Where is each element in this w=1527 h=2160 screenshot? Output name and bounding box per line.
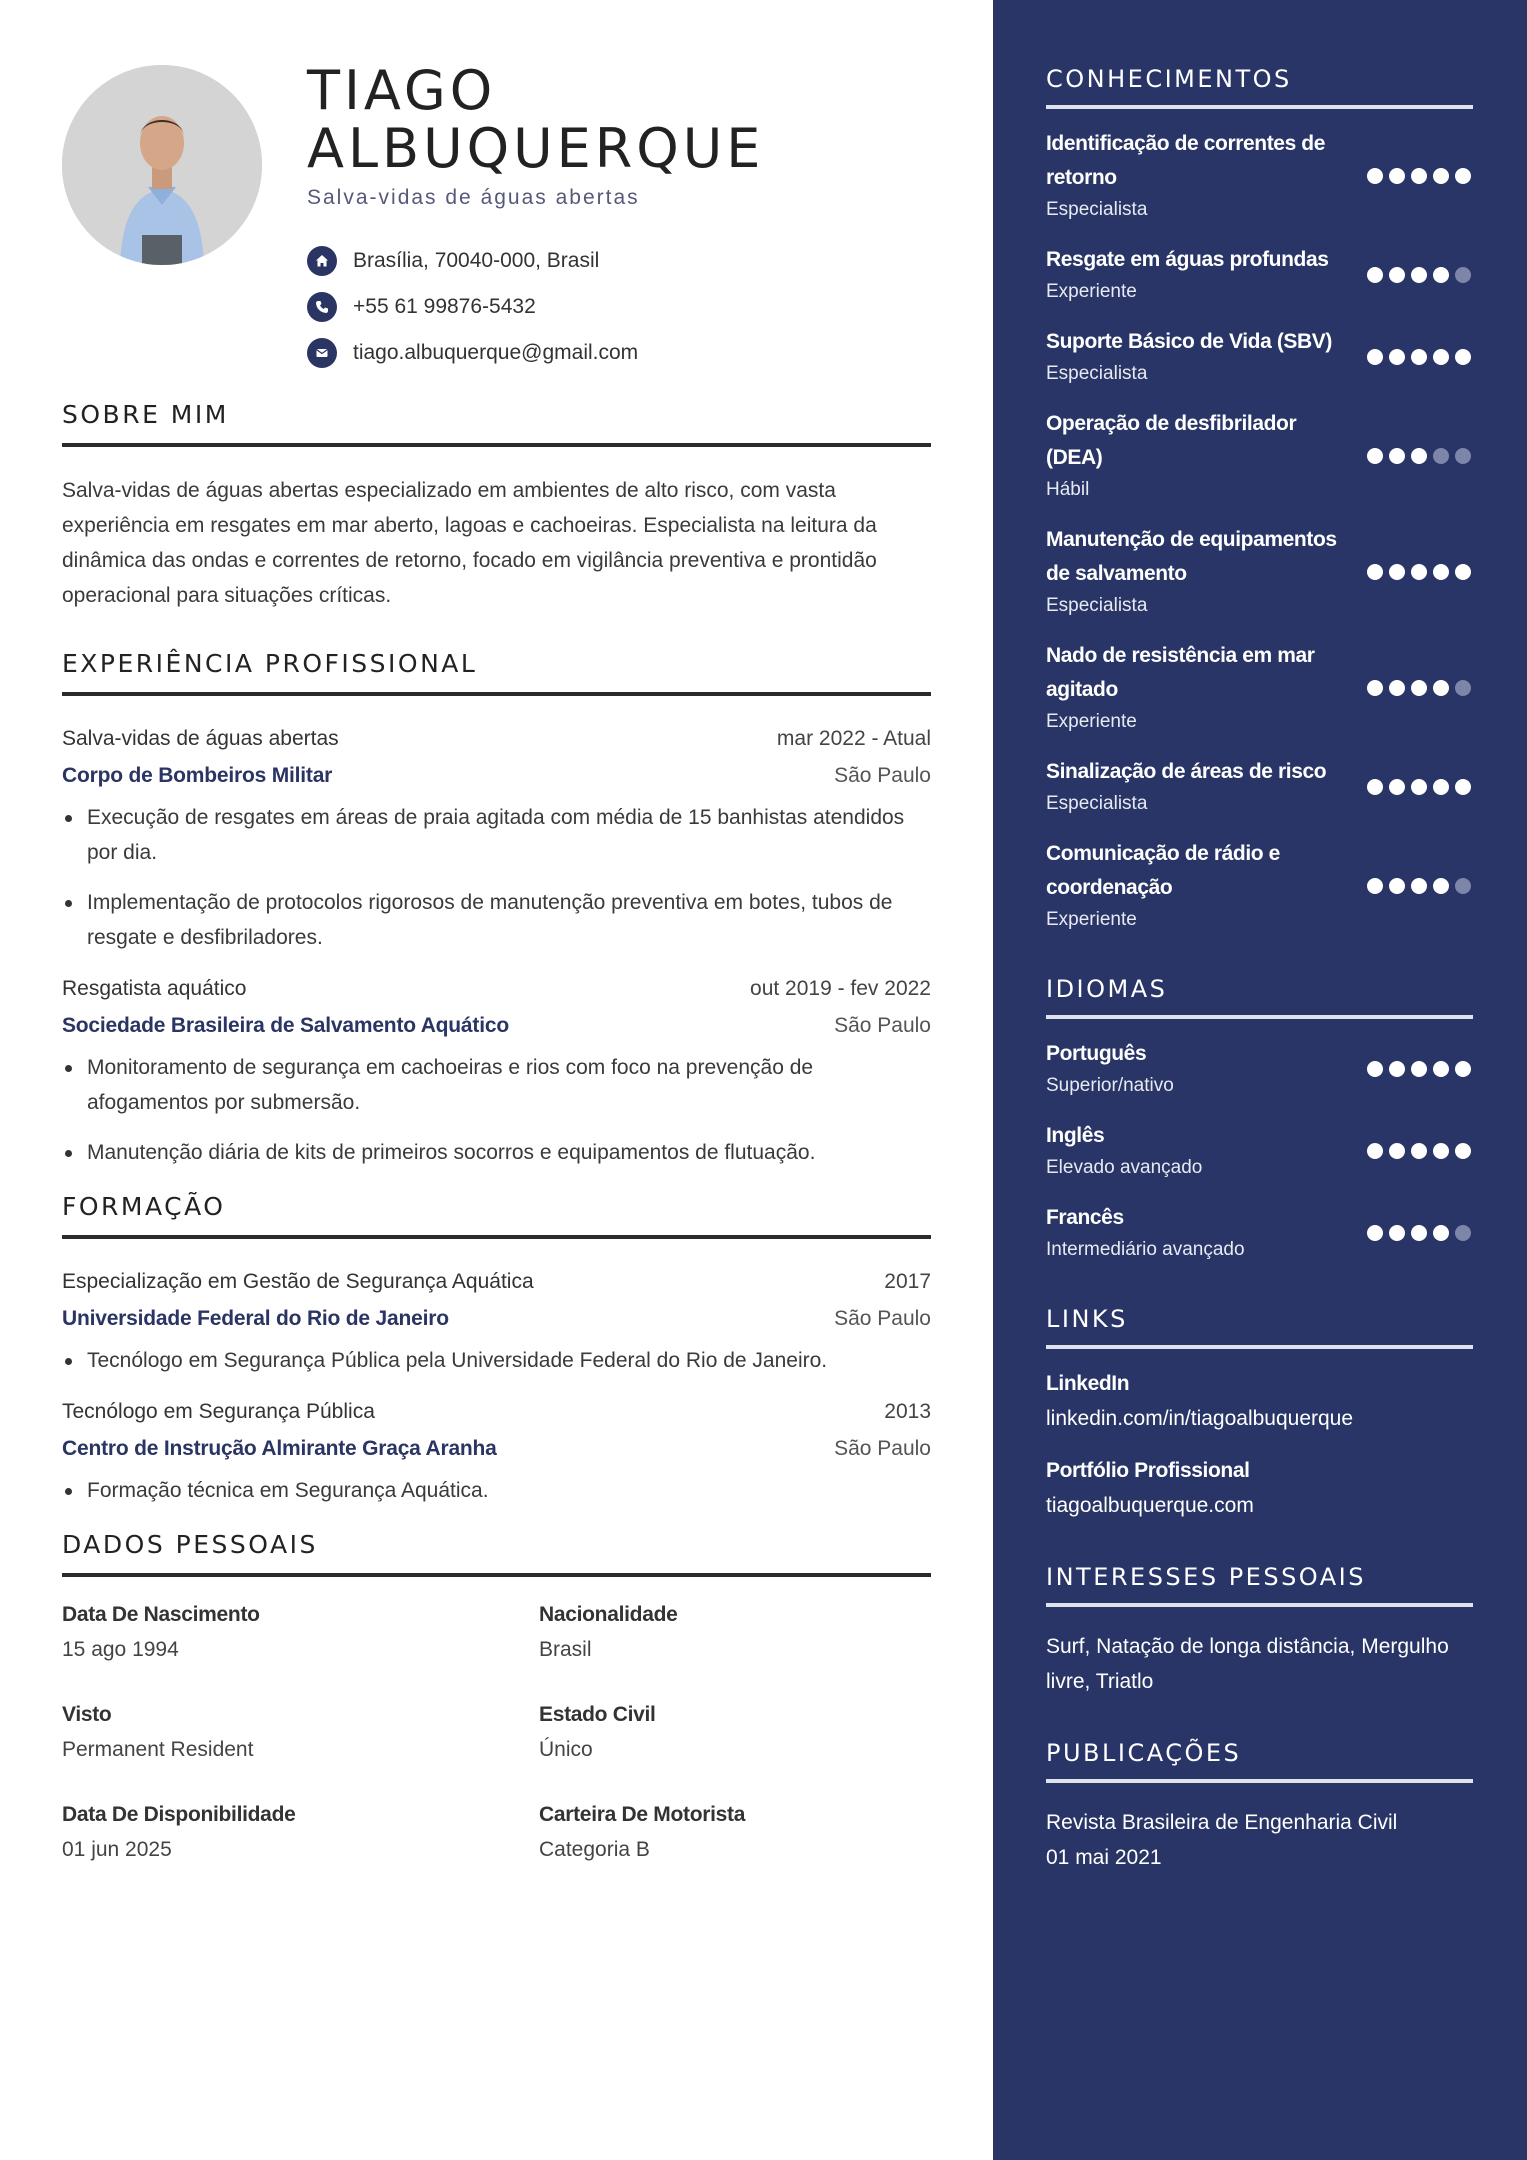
- skill-level: Experiente: [1046, 281, 1137, 302]
- rating-dot: [1389, 267, 1405, 283]
- link-label: LinkedIn: [1046, 1372, 1130, 1395]
- header: [62, 0, 931, 380]
- education-entry: [62, 1263, 931, 1378]
- rating-dot: [1433, 168, 1449, 184]
- skill-level: Experiente: [1046, 711, 1137, 732]
- rating-dot: [1455, 267, 1471, 283]
- education-entry: [62, 1393, 931, 1508]
- language-level: Elevado avançado: [1046, 1157, 1203, 1178]
- rating-dot: [1389, 1225, 1405, 1241]
- personal-field: [62, 1797, 539, 1867]
- rating-dot: [1433, 1143, 1449, 1159]
- publications-title: PUBLICAÇÕES: [1046, 1739, 1473, 1783]
- contact-email: [307, 330, 638, 376]
- personal-section: [62, 1530, 931, 1867]
- skill-name: Comunicação de rádio e coordenação: [1046, 842, 1280, 899]
- personal-grid: [62, 1597, 931, 1867]
- rating-dot: [1455, 1225, 1471, 1241]
- skill-name: Sinalização de áreas de risco: [1046, 760, 1327, 783]
- entry-location: São Paulo: [834, 1014, 931, 1037]
- name-block: [307, 59, 947, 210]
- bullet-item: Execução de resgates em áreas de praia agitada com média de 15 banhistas atendidos por dia.: [62, 800, 931, 870]
- field-label: Visto: [62, 1703, 112, 1726]
- rating-dot: [1433, 448, 1449, 464]
- rating-dot: [1411, 680, 1427, 696]
- field-label: Data De Nascimento: [62, 1603, 260, 1626]
- skill-rating: [1367, 878, 1471, 894]
- skill-text: [1046, 837, 1346, 935]
- bullet-item: Implementação de protocolos rigorosos de manutenção preventiva em botes, tubos de resgate e desfibriladores.: [62, 885, 931, 955]
- rating-dot: [1367, 1061, 1383, 1077]
- language-item: [1046, 1201, 1473, 1265]
- skills-title: CONHECIMENTOS: [1046, 65, 1473, 109]
- language-level: Superior/nativo: [1046, 1075, 1174, 1096]
- about-text: Salva-vidas de águas abertas especializado em ambientes de alto risco, com vasta experiência em resgates em mar aberto, lagoas e cachoeiras. Especialista na leitura da dinâmica das ondas e correntes de retorno, focado em vigilância preventiva e prontidão operacional para situações críticas.: [62, 479, 877, 607]
- language-text: [1046, 1201, 1346, 1265]
- rating-dot: [1411, 1061, 1427, 1077]
- home-icon: [307, 246, 337, 276]
- skill-rating: [1367, 448, 1471, 464]
- field-value: Categoria B: [539, 1838, 650, 1861]
- skill-item: [1046, 837, 1473, 935]
- skill-text: [1046, 325, 1346, 389]
- mail-icon: [307, 338, 337, 368]
- skill-text: [1046, 523, 1346, 621]
- skill-text: [1046, 639, 1346, 737]
- publication-name: Revista Brasileira de Engenharia Civil: [1046, 1811, 1398, 1834]
- bullet-item: Tecnólogo em Segurança Pública pela Universidade Federal do Rio de Janeiro.: [62, 1343, 931, 1378]
- phone-icon: [307, 292, 337, 322]
- skill-rating: [1367, 168, 1471, 184]
- rating-dot: [1389, 878, 1405, 894]
- rating-dot: [1367, 349, 1383, 365]
- skill-rating: [1367, 267, 1471, 283]
- skill-item: [1046, 127, 1473, 225]
- skill-rating: [1367, 564, 1471, 580]
- skill-level: Hábil: [1046, 479, 1090, 500]
- bullet-item: Manutenção diária de kits de primeiros socorros e equipamentos de flutuação.: [62, 1135, 931, 1170]
- entry-organization: Sociedade Brasileira de Salvamento Aquático: [62, 1014, 509, 1037]
- person-photo-icon: [62, 65, 262, 265]
- rating-dot: [1389, 168, 1405, 184]
- entry-date: 2013: [884, 1400, 931, 1423]
- language-text: [1046, 1119, 1346, 1183]
- rating-dot: [1367, 448, 1383, 464]
- skill-item: [1046, 407, 1473, 505]
- experience-entry: [62, 720, 931, 955]
- experience-entry: [62, 970, 931, 1170]
- contact-list: [307, 238, 638, 376]
- skill-item: [1046, 639, 1473, 737]
- skill-item: [1046, 755, 1473, 819]
- interests-text: Surf, Natação de longa distância, Mergulho livre, Triatlo: [1046, 1635, 1449, 1693]
- rating-dot: [1433, 779, 1449, 795]
- skill-text: [1046, 243, 1346, 307]
- rating-dot: [1455, 1061, 1471, 1077]
- language-rating: [1367, 1143, 1471, 1159]
- about-title: SOBRE MIM: [62, 400, 931, 447]
- entry-role: Salva-vidas de águas abertas: [62, 727, 339, 750]
- skill-name: Operação de desfibrilador (DEA): [1046, 412, 1297, 469]
- entry-institution: Centro de Instrução Almirante Graça Aranha: [62, 1437, 497, 1460]
- contact-phone: [307, 284, 638, 330]
- experience-section: [62, 649, 931, 1170]
- personal-title: DADOS PESSOAIS: [62, 1530, 931, 1577]
- language-level: Intermediário avançado: [1046, 1239, 1245, 1260]
- rating-dot: [1455, 168, 1471, 184]
- rating-dot: [1455, 564, 1471, 580]
- skill-text: [1046, 407, 1346, 505]
- skill-name: Manutenção de equipamentos de salvamento: [1046, 528, 1337, 585]
- rating-dot: [1433, 267, 1449, 283]
- personal-field: [539, 1597, 939, 1667]
- field-label: Estado Civil: [539, 1703, 656, 1726]
- skill-name: Nado de resistência em mar agitado: [1046, 644, 1315, 701]
- rating-dot: [1455, 878, 1471, 894]
- personal-field: [62, 1697, 539, 1767]
- rating-dot: [1433, 349, 1449, 365]
- rating-dot: [1411, 1143, 1427, 1159]
- field-value: 01 jun 2025: [62, 1838, 172, 1861]
- personal-field: [62, 1597, 539, 1667]
- rating-dot: [1455, 448, 1471, 464]
- rating-dot: [1367, 267, 1383, 283]
- entry-degree: Tecnólogo em Segurança Pública: [62, 1400, 375, 1423]
- link-item: [1046, 1454, 1473, 1523]
- skill-item: [1046, 325, 1473, 389]
- entry-bullets: [62, 800, 931, 955]
- rating-dot: [1389, 564, 1405, 580]
- portfolio-link[interactable]: tiagoalbuquerque.com: [1046, 1494, 1254, 1517]
- field-label: Nacionalidade: [539, 1603, 678, 1626]
- skill-level: Especialista: [1046, 793, 1148, 814]
- sidebar: [993, 0, 1527, 2160]
- rating-dot: [1411, 267, 1427, 283]
- language-name: Francês: [1046, 1206, 1124, 1229]
- profile-photo: [62, 65, 262, 265]
- about-section: [62, 400, 931, 613]
- language-item: [1046, 1119, 1473, 1183]
- skill-rating: [1367, 680, 1471, 696]
- languages-section: [1046, 975, 1473, 1265]
- entry-bullets: [62, 1343, 931, 1378]
- publication-date: 01 mai 2021: [1046, 1846, 1162, 1869]
- field-value: 15 ago 1994: [62, 1638, 179, 1661]
- bullet-item: Formação técnica em Segurança Aquática.: [62, 1473, 931, 1508]
- entry-date: mar 2022 - Atual: [776, 727, 931, 750]
- rating-dot: [1411, 564, 1427, 580]
- rating-dot: [1411, 168, 1427, 184]
- name-last: ALBUQUERQUE: [307, 117, 765, 180]
- rating-dot: [1433, 564, 1449, 580]
- entry-date: out 2019 - fev 2022: [750, 977, 931, 1000]
- rating-dot: [1389, 1061, 1405, 1077]
- skill-level: Especialista: [1046, 199, 1148, 220]
- entry-bullets: [62, 1473, 931, 1508]
- rating-dot: [1389, 1143, 1405, 1159]
- rating-dot: [1433, 1225, 1449, 1241]
- skill-level: Especialista: [1046, 595, 1148, 616]
- entry-date: 2017: [884, 1270, 931, 1293]
- entry-location: São Paulo: [834, 1307, 931, 1330]
- skill-rating: [1367, 349, 1471, 365]
- skill-name: Resgate em águas profundas: [1046, 248, 1329, 271]
- skills-list: [1046, 127, 1473, 935]
- skill-name: Identificação de correntes de retorno: [1046, 132, 1325, 189]
- links-title: LINKS: [1046, 1305, 1473, 1349]
- contact-address: [307, 238, 638, 284]
- skill-rating: [1367, 779, 1471, 795]
- entry-location: São Paulo: [834, 1437, 931, 1460]
- field-value: Permanent Resident: [62, 1738, 254, 1761]
- entry-location: São Paulo: [834, 764, 931, 787]
- entry-degree: Especialização em Gestão de Segurança Aquática: [62, 1270, 534, 1293]
- language-rating: [1367, 1061, 1471, 1077]
- rating-dot: [1367, 779, 1383, 795]
- field-label: Data De Disponibilidade: [62, 1803, 296, 1826]
- rating-dot: [1389, 779, 1405, 795]
- links-section: [1046, 1305, 1473, 1523]
- rating-dot: [1411, 448, 1427, 464]
- rating-dot: [1367, 168, 1383, 184]
- rating-dot: [1367, 564, 1383, 580]
- rating-dot: [1411, 349, 1427, 365]
- rating-dot: [1411, 878, 1427, 894]
- skill-level: Experiente: [1046, 909, 1137, 930]
- rating-dot: [1389, 448, 1405, 464]
- rating-dot: [1411, 1225, 1427, 1241]
- language-name: Português: [1046, 1042, 1147, 1065]
- experience-title: EXPERIÊNCIA PROFISSIONAL: [62, 649, 931, 696]
- bullet-item: Monitoramento de segurança em cachoeiras e rios com foco na prevenção de afogamentos por submersão.: [62, 1050, 931, 1120]
- entry-role: Resgatista aquático: [62, 977, 247, 1000]
- entry-bullets: [62, 1050, 931, 1170]
- linkedin-link[interactable]: linkedin.com/in/tiagoalbuquerque: [1046, 1407, 1354, 1430]
- personal-field: [539, 1697, 939, 1767]
- interests-title: INTERESSES PESSOAIS: [1046, 1563, 1473, 1607]
- publications-section: [1046, 1739, 1473, 1875]
- field-label: Carteira De Motorista: [539, 1803, 746, 1826]
- skill-item: [1046, 243, 1473, 307]
- skill-text: [1046, 127, 1346, 225]
- rating-dot: [1367, 680, 1383, 696]
- personal-field: [539, 1797, 939, 1867]
- rating-dot: [1433, 680, 1449, 696]
- skill-text: [1046, 755, 1346, 819]
- rating-dot: [1389, 680, 1405, 696]
- skill-item: [1046, 523, 1473, 621]
- rating-dot: [1389, 349, 1405, 365]
- rating-dot: [1433, 1061, 1449, 1077]
- contact-email-text: tiago.albuquerque@gmail.com: [353, 341, 639, 364]
- rating-dot: [1433, 878, 1449, 894]
- languages-list: [1046, 1037, 1473, 1265]
- rating-dot: [1455, 779, 1471, 795]
- rating-dot: [1455, 349, 1471, 365]
- language-name: Inglês: [1046, 1124, 1105, 1147]
- education-section: [62, 1192, 931, 1508]
- language-text: [1046, 1037, 1346, 1101]
- rating-dot: [1455, 680, 1471, 696]
- name-first: TIAGO: [307, 59, 497, 122]
- headline: Salva-vidas de águas abertas: [307, 186, 640, 209]
- skill-name: Suporte Básico de Vida (SBV): [1046, 330, 1332, 353]
- rating-dot: [1455, 1143, 1471, 1159]
- contact-phone-text: +55 61 99876-5432: [353, 295, 536, 318]
- field-value: Único: [539, 1738, 593, 1761]
- rating-dot: [1367, 1143, 1383, 1159]
- interests-section: [1046, 1563, 1473, 1699]
- education-title: FORMAÇÃO: [62, 1192, 931, 1239]
- entry-organization: Corpo de Bombeiros Militar: [62, 764, 333, 787]
- entry-institution: Universidade Federal do Rio de Janeiro: [62, 1307, 449, 1330]
- publication-item: [1046, 1805, 1473, 1875]
- rating-dot: [1367, 878, 1383, 894]
- language-rating: [1367, 1225, 1471, 1241]
- language-item: [1046, 1037, 1473, 1101]
- contact-address-text: Brasília, 70040-000, Brasil: [353, 249, 600, 272]
- languages-title: IDIOMAS: [1046, 975, 1473, 1019]
- skills-section: [1046, 65, 1473, 935]
- link-item: [1046, 1367, 1473, 1436]
- link-label: Portfólio Profissional: [1046, 1459, 1250, 1482]
- rating-dot: [1411, 779, 1427, 795]
- field-value: Brasil: [539, 1638, 592, 1661]
- rating-dot: [1367, 1225, 1383, 1241]
- skill-level: Especialista: [1046, 363, 1148, 384]
